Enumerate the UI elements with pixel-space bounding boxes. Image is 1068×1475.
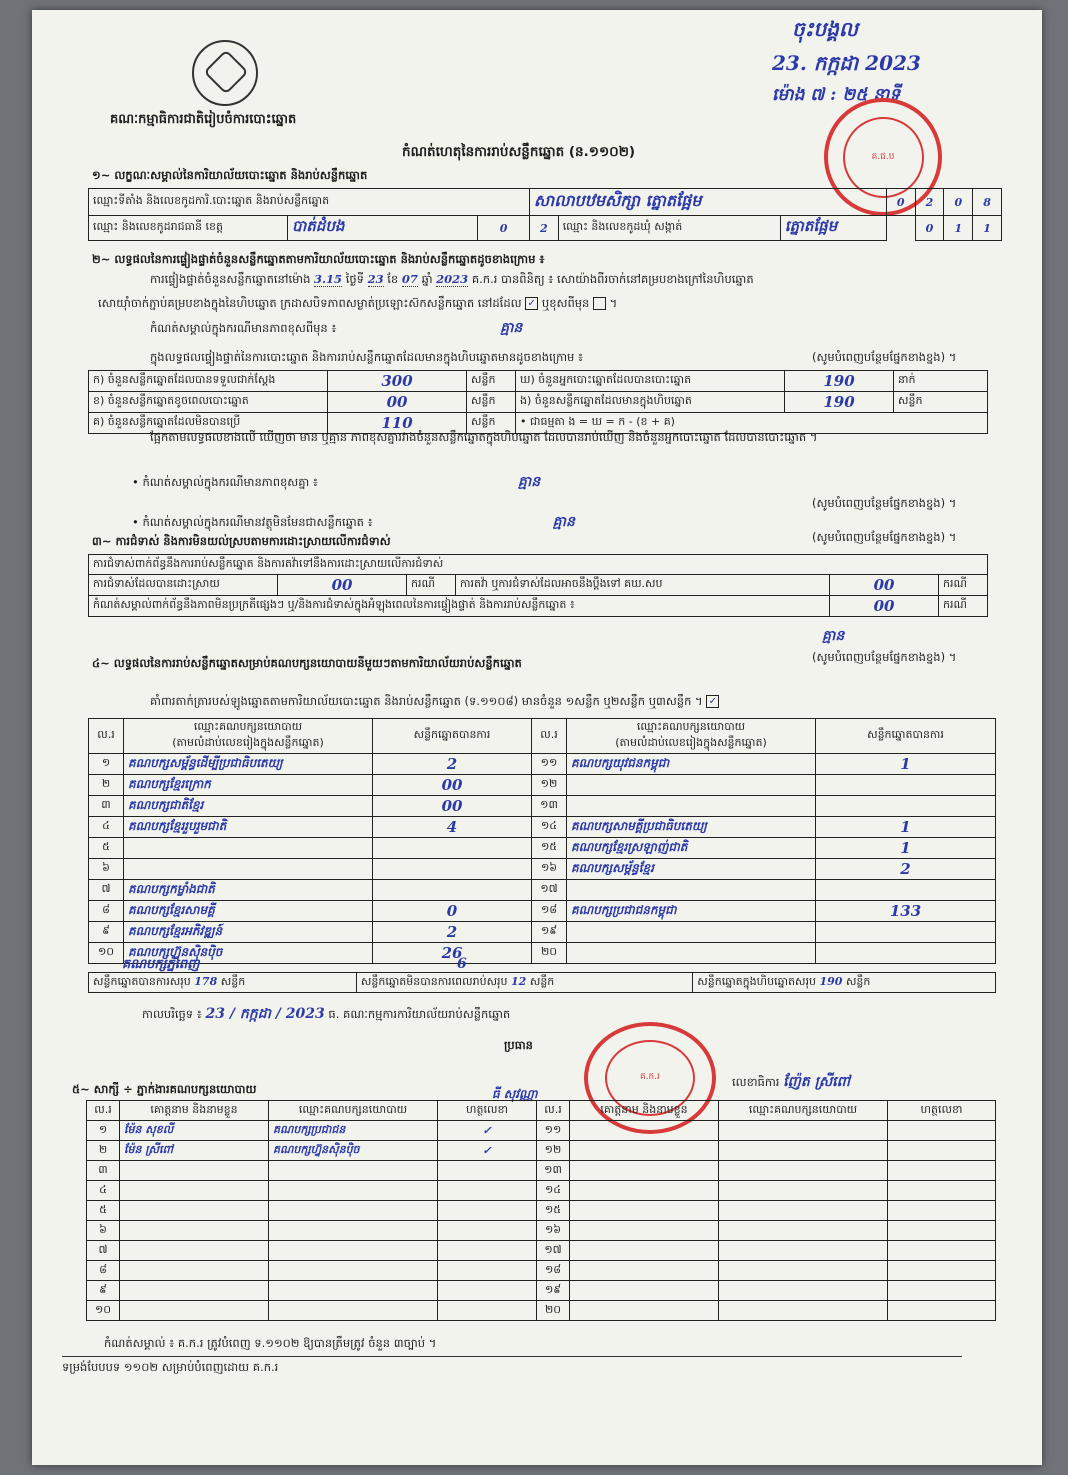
irregular-label: កំណត់សម្គាល់ពាក់ព័ន្ធនឹងភាពមិនប្រក្រតីផ្សេងៗ ឬ/និងការជំទាស់ក្នុងអំឡុងពេលនៃការផ្ទៀងផ្ទាត់ និងការរាប់សន្លឹកឆ្នោត ៖	[89, 596, 830, 617]
result-party	[567, 943, 816, 964]
witness-no: ៥	[87, 1201, 120, 1221]
result-no: ២០	[532, 943, 567, 964]
section3-heading: ៣~ ការជំទាស់ និងការមិនយល់ស្របតាមការដោះស្រាយលើការជំទាស់	[92, 534, 391, 548]
result-no: ១២	[532, 775, 567, 796]
result-no: ១៤	[532, 817, 567, 838]
result-row	[89, 943, 996, 964]
result-votes: 0	[373, 901, 532, 922]
province-code-1: 0	[478, 216, 530, 241]
total-valid-unit: សន្លឹក	[220, 974, 246, 988]
unused-value: 110	[328, 413, 467, 434]
seal-intact-text: សោយ៉ាំចាក់ភ្ជាប់គម្របខាងក្នុងនៃហិបឆ្នោត ក្រដាសបិទភាពសម្ងាត់ប្រឡោះស៊កសន្លឹកឆ្នោត នៅដដែល	[98, 296, 522, 310]
witness-party	[719, 1221, 888, 1241]
voters-unit: នាក់	[894, 371, 988, 392]
witness-no: ១	[87, 1121, 120, 1141]
witness-name	[120, 1241, 269, 1261]
result-votes: 1	[816, 754, 996, 775]
footer-divider	[62, 1356, 962, 1357]
total-valid-label: សន្លឹកឆ្នោតបានការសរុប	[93, 974, 191, 988]
witness-party	[269, 1261, 438, 1281]
w-col-party-right: ឈ្មោះគណបក្សនយោបាយ	[719, 1101, 888, 1121]
section1-heading: ១~ លក្ខណៈសម្គាល់នៃការិយាល័យបោះឆ្នោត និងរាប់សន្លឹកឆ្នោត	[92, 168, 368, 182]
irregular-unit: ករណី	[939, 596, 988, 617]
result-row	[89, 922, 996, 943]
changed-label: ឬខុសពីមុន	[541, 296, 590, 310]
result-no: ៣	[89, 796, 124, 817]
result-no: ៩	[89, 922, 124, 943]
witness-sign	[438, 1241, 537, 1261]
witness-no: ៣	[87, 1161, 120, 1181]
col-party-right-sub: (តាមលំដាប់លេខរៀងក្នុងសន្លឹកឆ្នោត)	[615, 736, 767, 749]
irregular-count: 00	[830, 596, 939, 617]
witness-name: ម៉ែន ស្រីពៅ	[120, 1141, 269, 1161]
appeal-label: ការតវ៉ា ឬការជំទាស់ដែលអាចនឹងប្តឹងទៅ គឃ.សប	[456, 575, 830, 596]
witness-sign	[438, 1261, 537, 1281]
witness-party	[719, 1261, 888, 1281]
section4-intro	[150, 694, 719, 708]
province-label: ឈ្មោះ និងលេខកូដរាជធានី ខេត្ត	[89, 216, 288, 241]
result-votes	[816, 880, 996, 901]
footer-note: កំណត់សម្គាល់ ៖ គ.ក.រ ត្រូវបំពេញ ទ.១១០២ ឱ្យបានត្រឹមត្រូវ ចំនួន ៣ច្បាប់ ។	[104, 1336, 437, 1350]
witness-name	[570, 1221, 719, 1241]
col-party-right	[567, 719, 816, 754]
result-votes: 1	[816, 817, 996, 838]
result-no: ១០	[89, 943, 124, 964]
result-votes: 1	[816, 838, 996, 859]
result-votes: 2	[373, 754, 532, 775]
result-party: គណបក្សកម្លាំងជាតិ	[124, 880, 373, 901]
witness-sign	[888, 1141, 996, 1161]
result-votes: 00	[373, 796, 532, 817]
witness-name	[120, 1221, 269, 1241]
col-no-right: ល.រ	[532, 719, 567, 754]
commune-code-3: 1	[973, 216, 1002, 241]
w-col-sign-left: ហត្ថលេខា	[438, 1101, 537, 1121]
result-votes: 4	[373, 817, 532, 838]
witness-sign	[888, 1301, 996, 1321]
w-col-sign-right: ហត្ថលេខា	[888, 1101, 996, 1121]
verify-locks-text: គ.ក.រ បានពិនិត្យ ៖ សោយ៉ាងពីរចាក់នៅគម្របខាងក្រៅនៃហិបឆ្នោត	[471, 272, 754, 286]
received-label: ក) ចំនួនសន្លឹកឆ្នោតដែលបានទទួលជាក់ស្តែង	[89, 371, 328, 392]
col-party-right-title: ឈ្មោះគណបក្សនយោបាយ	[636, 720, 746, 733]
witness-name	[120, 1161, 269, 1181]
location-table	[88, 188, 1002, 241]
result-party	[124, 859, 373, 880]
witness-sign	[888, 1261, 996, 1281]
witness-row	[87, 1281, 996, 1301]
w-col-name-left: គោត្តនាម និងនាមខ្លួន	[120, 1101, 269, 1121]
witness-no: ៦	[87, 1221, 120, 1241]
in-box-value: 190	[785, 392, 894, 413]
spoiled-label: ខ) ចំនួនសន្លឹកឆ្នោតខូចពេលបោះឆ្នោត	[89, 392, 328, 413]
section4-heading: ៤~ លទ្ធផលនៃការរាប់សន្លឹកឆ្នោតសម្រាប់គណបក្សនយោបាយនីមួយៗតាមការិយាល័យរាប់សន្លឹកឆ្នោត	[92, 656, 522, 670]
result-no: ១	[89, 754, 124, 775]
result-party: គណបក្សខ្មែរក្រោក	[124, 775, 373, 796]
secretary	[732, 1074, 850, 1092]
result-row	[89, 817, 996, 838]
page-title: កំណត់ហេតុនៃការរាប់សន្លឹកឆ្នោត (ន.១១០២)	[402, 144, 636, 160]
ballot-count-table	[88, 370, 988, 434]
footer-form: ទម្រង់បែបបទ ១១០២ សម្រាប់បំពេញដោយ គ.ក.រ	[62, 1360, 279, 1374]
witness-party	[269, 1301, 438, 1321]
appeal-value: 00	[830, 575, 939, 596]
result-votes	[816, 775, 996, 796]
witness-row	[87, 1181, 996, 1201]
resolved-label: ការជំទាស់ដែលបានដោះស្រាយ	[89, 575, 278, 596]
result-party: គណបក្សប្រជាជនកម្ពុជា	[567, 901, 816, 922]
result-row	[89, 775, 996, 796]
witness-sign	[438, 1201, 537, 1221]
resolved-value: 00	[278, 575, 407, 596]
witness-party	[719, 1241, 888, 1261]
result-no: ៥	[89, 838, 124, 859]
w-col-no-left: ល.រ	[87, 1101, 120, 1121]
extra-party-votes: 6	[457, 956, 467, 972]
witness-party	[719, 1161, 888, 1181]
witness-sign: ✓	[438, 1141, 537, 1161]
commune-code-1: 0	[915, 216, 944, 241]
witness-party	[269, 1161, 438, 1181]
w-col-party-left: ឈ្មោះគណបក្សនយោបាយ	[269, 1101, 438, 1121]
witness-no: ១១	[537, 1121, 570, 1141]
witness-row	[87, 1261, 996, 1281]
result-no: ១៥	[532, 838, 567, 859]
witness-party	[719, 1141, 888, 1161]
result-votes	[373, 859, 532, 880]
irregular-suffix: (សូមបំពេញបន្ថែមផ្នែកខាងខ្នង) ។	[812, 650, 957, 664]
witness-sign	[888, 1121, 996, 1141]
date-line	[142, 1006, 510, 1024]
col-party-left	[124, 719, 373, 754]
witness-no: ១៦	[537, 1221, 570, 1241]
diff-note	[132, 474, 540, 492]
witness-sign	[438, 1161, 537, 1181]
verify-time-label: ការផ្ទៀងផ្ទាត់ចំនួនសន្លឹកឆ្នោតនៅម៉ោង	[150, 272, 311, 286]
spoiled-value: 00	[328, 392, 467, 413]
col-party-left-title: ឈ្មោះគណបក្សនយោបាយ	[193, 720, 303, 733]
total-invalid-label: សន្លឹកឆ្នោតមិនបានការពេលរាប់សរុប	[360, 974, 508, 988]
witness-party	[269, 1281, 438, 1301]
result-row	[89, 754, 996, 775]
section5-heading: ៥~ សាក្សី ÷ ភ្នាក់ងារគណបក្សនយោបាយ	[72, 1082, 257, 1096]
result-party	[567, 922, 816, 943]
voters-value: 190	[785, 371, 894, 392]
result-row	[89, 859, 996, 880]
totals-table	[88, 972, 996, 993]
witness-no: ៤	[87, 1181, 120, 1201]
result-party	[567, 880, 816, 901]
witness-party	[719, 1281, 888, 1301]
witness-name	[120, 1181, 269, 1201]
col-votes-left: សន្លឹកឆ្នោតបានការ	[373, 719, 532, 754]
witness-row	[87, 1121, 996, 1141]
witness-row	[87, 1161, 996, 1181]
verify-month-label: ខែ	[387, 272, 399, 286]
witness-sign	[438, 1281, 537, 1301]
complaints-header: ការជំទាស់ពាក់ព័ន្ធនឹងការរាប់សន្លឹកឆ្នោត និងការតវ៉ាទៅនឹងការដោះស្រាយលើការជំទាស់	[89, 555, 988, 575]
location-value: សាលាបឋមសិក្សា ត្នោតផ្អែម	[529, 189, 886, 216]
witness-sign	[888, 1201, 996, 1221]
result-party: គណបក្សខ្មែរស្រឡាញ់ជាតិ	[567, 838, 816, 859]
witness-no: ១២	[537, 1141, 570, 1161]
witness-no: ១៨	[537, 1261, 570, 1281]
voters-label: ឃ) ចំនួនអ្នកបោះឆ្នោតដែលបានបោះឆ្នោត	[516, 371, 785, 392]
witness-table	[86, 1100, 996, 1321]
diff-note-value: គ្មាន	[517, 474, 541, 490]
received-note: ចុះបង្គល	[792, 17, 858, 41]
total-box	[693, 973, 996, 993]
total-invalid	[356, 973, 692, 993]
appeal-unit: ករណី	[939, 575, 988, 596]
irregular-value: គ្មាន	[822, 628, 845, 644]
witness-name	[120, 1281, 269, 1301]
witness-no: ២០	[537, 1301, 570, 1321]
location-code-4: 8	[973, 189, 1002, 216]
three-sheets-checkbox[interactable]: ✓	[706, 695, 719, 708]
results-intro: ក្នុងលទ្ធផលផ្ទៀងផ្ទាត់នៃការបោះឆ្នោត និងការរាប់សន្លឹកឆ្នោតដែលមានក្នុងហិបឆ្នោតមានដូចខាងក្រោម ៖	[150, 350, 584, 364]
result-party	[567, 775, 816, 796]
total-valid	[89, 973, 357, 993]
witness-no: ៧	[87, 1241, 120, 1261]
total-box-unit: សន្លឹក	[845, 974, 871, 988]
result-votes: 2	[373, 922, 532, 943]
seal-stamp: គ.ជ.ប	[824, 98, 942, 216]
result-party	[567, 796, 816, 817]
formula: • ជាធម្មតា ង = ឃ = ក - (ខ + គ)	[516, 413, 988, 434]
unchanged-checkbox[interactable]: ✓	[525, 297, 538, 310]
result-row	[89, 880, 996, 901]
witness-no: ៩	[87, 1281, 120, 1301]
verify-day: 23	[367, 272, 384, 286]
witness-sign	[438, 1181, 537, 1201]
witness-party	[269, 1181, 438, 1201]
col-no-left: ល.រ	[89, 719, 124, 754]
total-valid-value: 178	[194, 974, 218, 988]
date-value: 23 / កក្កដា / 2023	[205, 1006, 325, 1022]
result-no: ២	[89, 775, 124, 796]
spoiled-unit: សន្លឹក	[467, 392, 516, 413]
date-label: កាលបរិច្ឆេទ ៖	[142, 1007, 202, 1021]
result-party: គណបក្សយុវជនកម្ពុជា	[567, 754, 816, 775]
result-party: គណបក្សសាមគ្គីប្រជាធិបតេយ្យ	[567, 817, 816, 838]
result-row	[89, 796, 996, 817]
witness-no: ១៤	[537, 1181, 570, 1201]
w-col-name-right: គោត្តនាម និងនាមខ្លួន	[570, 1101, 719, 1121]
location-code-1: 0	[886, 189, 915, 216]
commune-code-2: 1	[944, 216, 973, 241]
note-line	[150, 320, 522, 338]
witness-party	[719, 1301, 888, 1321]
witness-no: ១០	[87, 1301, 120, 1321]
note-suffix: (សូមបំពេញបន្ថែមផ្នែកខាងខ្នង) ។	[812, 350, 957, 364]
verify-year-label: ឆ្នាំ	[421, 272, 433, 286]
witness-name	[570, 1241, 719, 1261]
verify-time: 3.15	[314, 272, 343, 286]
location-label: ឈ្មោះទីតាំង និងលេខកូដការិ.បោះឆ្នោត និងរាប់សន្លឹកឆ្នោត	[89, 189, 530, 216]
result-no: ១៨	[532, 901, 567, 922]
witness-name	[570, 1261, 719, 1281]
witness-sign	[438, 1301, 537, 1321]
received-unit: សន្លឹក	[467, 371, 516, 392]
verify-year: 2023	[436, 272, 469, 286]
compare-text: ផ្អែកតាមលទ្ធផលខាងលើ ឃើញថា មាន ឬគ្មាន ភាពខុសគ្នារវាងចំនួនសន្លឹកឆ្នោតក្នុងហិបឆ្នោត ដែលបានរាប់ឃើញ និងចំនួនអ្នកបោះឆ្នោត ដែលបានបោះឆ្នោត ។	[150, 430, 818, 444]
result-row	[89, 838, 996, 859]
witness-no: ១៣	[537, 1161, 570, 1181]
changed-checkbox[interactable]	[593, 297, 606, 310]
result-no: ១៣	[532, 796, 567, 817]
commission-name: គណៈកម្មាធិការជាតិរៀបចំការបោះឆ្នោត	[110, 112, 297, 127]
note-label: កំណត់សម្គាល់ក្នុងករណីមានភាពខុសពីមុន ៖	[150, 321, 337, 335]
seal-line: សោយ៉ាំចាក់ភ្ជាប់គម្របខាងក្នុងនៃហិបឆ្នោត ក្រដាសបិទភាពសម្ងាត់ប្រឡោះស៊កសន្លឹកឆ្នោត នៅដដែល ✓ ឬខុសពីមុន ។	[98, 296, 618, 310]
witness-party: គណបក្សហ្វ៊ុនស៊ិនប៉ិច	[269, 1141, 438, 1161]
witness-party	[269, 1241, 438, 1261]
diff-note-label: • កំណត់សម្គាល់ក្នុងករណីមានភាពខុសគ្នា ៖	[132, 475, 318, 489]
result-no: ៦	[89, 859, 124, 880]
suspect-note-label: • កំណត់សម្គាល់ក្នុងករណីមានវត្ថុមិនមែនជាសន្លឹកឆ្នោត ៖	[132, 515, 373, 529]
witness-name	[570, 1141, 719, 1161]
results-table	[88, 718, 996, 964]
result-no: ១៩	[532, 922, 567, 943]
witness-name	[570, 1281, 719, 1301]
result-votes	[816, 943, 996, 964]
witness-no: ២	[87, 1141, 120, 1161]
witness-sign: ✓	[438, 1121, 537, 1141]
witness-name	[570, 1181, 719, 1201]
witness-sign	[888, 1241, 996, 1261]
result-votes	[816, 796, 996, 817]
result-no: ៨	[89, 901, 124, 922]
total-invalid-value: 12	[511, 974, 527, 988]
secretary-label: លេខាធិការ	[732, 1075, 780, 1089]
result-party: គណបក្សជាតិខ្មែរ	[124, 796, 373, 817]
witness-name	[120, 1301, 269, 1321]
in-box-unit: សន្លឹក	[894, 392, 988, 413]
chair-label: ប្រធាន	[504, 1038, 533, 1052]
witness-sign	[888, 1181, 996, 1201]
official-seal: គ.ក.រ	[584, 1022, 716, 1134]
verify-day-label: ថ្ងៃទី	[345, 272, 364, 286]
col-votes-right: សន្លឹកឆ្នោតបានការ	[816, 719, 996, 754]
result-party: គណបក្សហ្វ៊ុនស៊ិនប៉ិច	[124, 943, 373, 964]
result-row	[89, 901, 996, 922]
verify-line	[150, 272, 1030, 287]
witness-no: ១៩	[537, 1281, 570, 1301]
result-votes: 2	[816, 859, 996, 880]
witness-party	[719, 1201, 888, 1221]
signoff: ធ. គណៈកម្មការការិយាល័យរាប់សន្លឹកឆ្នោត	[328, 1007, 511, 1021]
result-no: ៧	[89, 880, 124, 901]
province-code-2: 2	[529, 216, 558, 241]
result-party: គណបក្សខ្មែរអភិវឌ្ឍន៍	[124, 922, 373, 943]
result-party: គណបក្សសម្ព័ន្ធដើម្បីប្រជាធិបតេយ្យ	[124, 754, 373, 775]
witness-name: ម៉ែន សុខលី	[120, 1121, 269, 1141]
province-value: បាត់ដំបង	[288, 216, 478, 241]
witness-row	[87, 1241, 996, 1261]
extra-party: គណបក្សភ្នំពេញ	[122, 957, 200, 972]
witness-sign	[888, 1281, 996, 1301]
result-votes: 26	[373, 943, 532, 964]
received-date: 23. កក្កដា 2023	[772, 51, 921, 75]
witness-sign	[888, 1221, 996, 1241]
witness-party	[269, 1221, 438, 1241]
witness-name	[570, 1161, 719, 1181]
verify-month: 07	[401, 272, 418, 286]
witness-name	[570, 1121, 719, 1141]
result-votes	[373, 838, 532, 859]
result-votes	[816, 922, 996, 943]
witness-party	[269, 1201, 438, 1221]
document-page	[32, 10, 1042, 1465]
received-time: ម៉ោង ៧ : ២៥ នាទី	[772, 85, 901, 105]
suspect-note-value: គ្មាន	[552, 514, 575, 530]
witness-row	[87, 1141, 996, 1161]
result-no: ៤	[89, 817, 124, 838]
suspect-suffix: (សូមបំពេញបន្ថែមផ្នែកខាងខ្នង) ។	[812, 530, 957, 544]
total-box-label: សន្លឹកឆ្នោតក្នុងហិបឆ្នោតសរុប	[697, 974, 816, 988]
witness-row	[87, 1201, 996, 1221]
witness-no: ១៧	[537, 1241, 570, 1261]
unused-label: គ) ចំនួនសន្លឹកឆ្នោតដែលមិនបានប្រើ	[89, 413, 328, 434]
received-value: 300	[328, 371, 467, 392]
result-party: គណបក្សខ្មែររួបរួមជាតិ	[124, 817, 373, 838]
witness-sign	[438, 1221, 537, 1241]
result-votes: 133	[816, 901, 996, 922]
witness-row	[87, 1221, 996, 1241]
complaints-table	[88, 554, 988, 617]
witness-name	[120, 1261, 269, 1281]
witness-no: ៨	[87, 1261, 120, 1281]
witness-party	[719, 1121, 888, 1141]
witness-name	[570, 1201, 719, 1221]
resolved-unit: ករណី	[407, 575, 456, 596]
location-code-3: 0	[944, 189, 973, 216]
col-party-left-sub: (តាមលំដាប់លេខរៀងក្នុងសន្លឹកឆ្នោត)	[172, 736, 324, 749]
witness-party: គណបក្សប្រជាជន	[269, 1121, 438, 1141]
result-party: គណបក្សខ្មែរសាមគ្គី	[124, 901, 373, 922]
total-box-value: 190	[819, 974, 843, 988]
suspect-note	[132, 514, 575, 532]
witness-sign	[888, 1161, 996, 1181]
result-party: គណបក្សសម្ព័ន្ធខ្មែរ	[567, 859, 816, 880]
result-no: ១១	[532, 754, 567, 775]
unused-unit: សន្លឹក	[467, 413, 516, 434]
in-box-label: ង) ចំនួនសន្លឹកឆ្នោតដែលមានក្នុងហិបឆ្នោត	[516, 392, 785, 413]
note-value: គ្មាន	[500, 320, 523, 336]
secretary-name: ញ៉ែត ស្រីពៅ	[783, 1074, 850, 1090]
witness-name	[120, 1201, 269, 1221]
witness-row	[87, 1301, 996, 1321]
section2-heading: ២~ លទ្ធផលនៃការផ្ទៀងផ្ទាត់ចំនួនសន្លឹកឆ្នោតតាមការិយាល័យបោះឆ្នោត និងរាប់សន្លឹកឆ្នោតដូចខាងក្រោម ៖	[92, 252, 545, 266]
witness-no: ១៥	[537, 1201, 570, 1221]
commune-value: ត្នោតផ្អែម	[780, 216, 886, 241]
w-col-no-right: ល.រ	[537, 1101, 570, 1121]
result-votes: 00	[373, 775, 532, 796]
total-invalid-unit: សន្លឹក	[529, 974, 555, 988]
location-code-2: 2	[915, 189, 944, 216]
emblem-icon	[192, 40, 258, 106]
result-no: ១៦	[532, 859, 567, 880]
witness-party	[719, 1181, 888, 1201]
commune-label: ឈ្មោះ និងលេខកូដឃុំ សង្កាត់	[558, 216, 780, 241]
result-no: ១៧	[532, 880, 567, 901]
result-party	[124, 838, 373, 859]
witness-name	[570, 1301, 719, 1321]
chair-name: ធី សុវណ្ណា	[492, 1087, 538, 1101]
diff-suffix: (សូមបំពេញបន្ថែមផ្នែកខាងខ្នង) ។	[812, 496, 957, 510]
section4-intro-text: គាំពារតាក់ត្រារបស់ឡូងឆ្នោតតាមការិយាល័យបោះឆ្នោត និងរាប់សន្លឹកឆ្នោត (ទ.១១០៨) មានចំនួន ១សន្លឹក ឬ២សន្លឹក ឬ៣សន្លឹក ។	[150, 694, 703, 708]
result-votes	[373, 880, 532, 901]
